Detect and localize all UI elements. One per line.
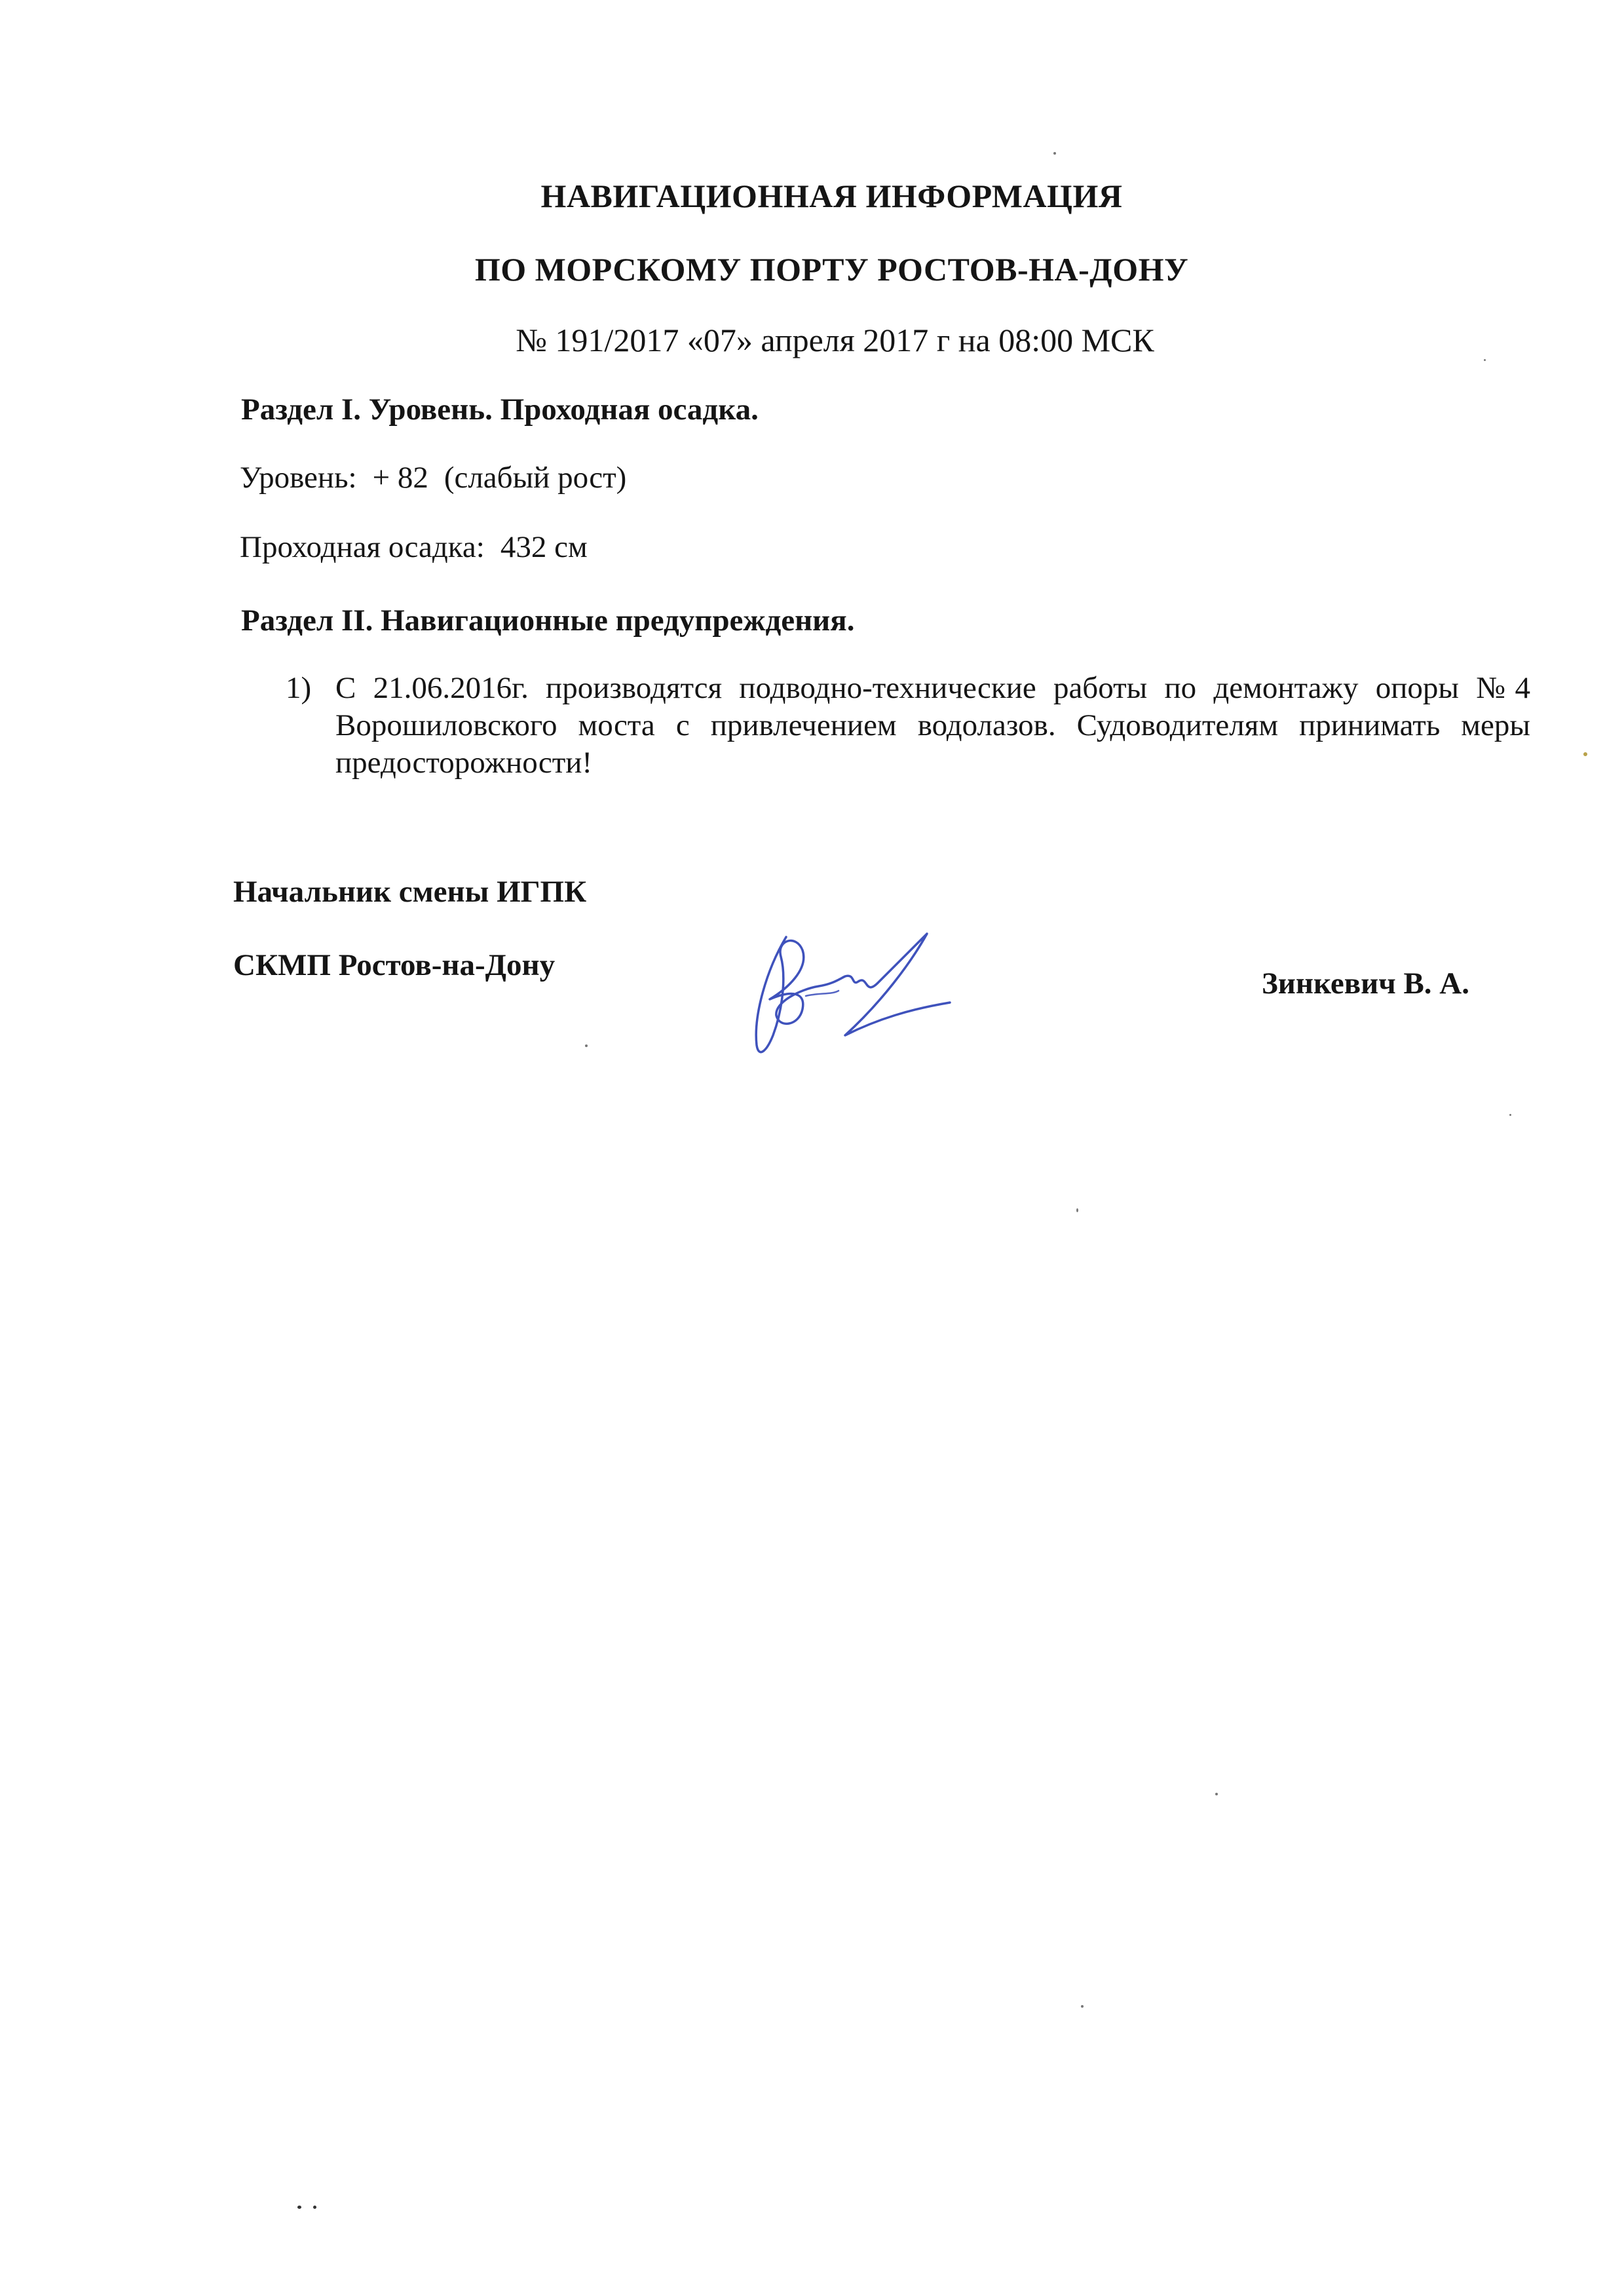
document-title-line1: НАВИГАЦИОННАЯ ИНФОРМАЦИЯ	[540, 178, 1123, 214]
warning-text: С 21.06.2016г. производятся подводно-технические работы по демонтажу опоры №4 Ворошиловского моста с привлечением водолазов. Судоводителям принимать меры предосторожности!	[335, 671, 1530, 780]
passage-draft-line	[240, 529, 588, 565]
signer-position: Начальник смены ИГПК	[233, 875, 587, 909]
warning-number: 1)	[286, 671, 312, 705]
scan-speck	[1053, 152, 1056, 155]
water-level-value: + 82	[372, 461, 428, 495]
scan-speck	[1509, 1114, 1511, 1116]
scan-speck	[1484, 359, 1486, 361]
passage-draft-value: 432 см	[500, 530, 588, 564]
document-number-date: № 191/2017 «07» апреля 2017 г на 08:00 МСК	[516, 322, 1154, 358]
water-level-label: Уровень:	[240, 461, 357, 495]
document-title-line2: ПО МОРСКОМУ ПОРТУ РОСТОВ-НА-ДОНУ	[474, 251, 1189, 288]
water-level-trend: (слабый рост)	[444, 461, 627, 495]
scan-speck	[585, 1044, 588, 1047]
handwritten-signature	[740, 911, 976, 1068]
section2-heading: Раздел II. Навигационные предупреждения.	[241, 603, 855, 638]
scan-speck	[297, 2206, 301, 2209]
scan-speck	[313, 2206, 316, 2209]
scan-speck	[1583, 752, 1587, 756]
scan-speck	[1081, 2005, 1084, 2008]
signer-organization: СКМП Ростов-на-Дону	[233, 948, 556, 982]
passage-draft-label: Проходная осадка:	[240, 530, 485, 564]
warning-item	[286, 670, 1530, 782]
signer-name: Зинкевич В. А.	[1262, 966, 1469, 1001]
scan-speck	[1076, 1208, 1078, 1212]
water-level-line	[240, 460, 626, 495]
scan-speck	[1215, 1793, 1218, 1795]
section1-heading: Раздел I. Уровень. Проходная осадка.	[241, 392, 759, 427]
warnings-list	[286, 670, 1530, 782]
